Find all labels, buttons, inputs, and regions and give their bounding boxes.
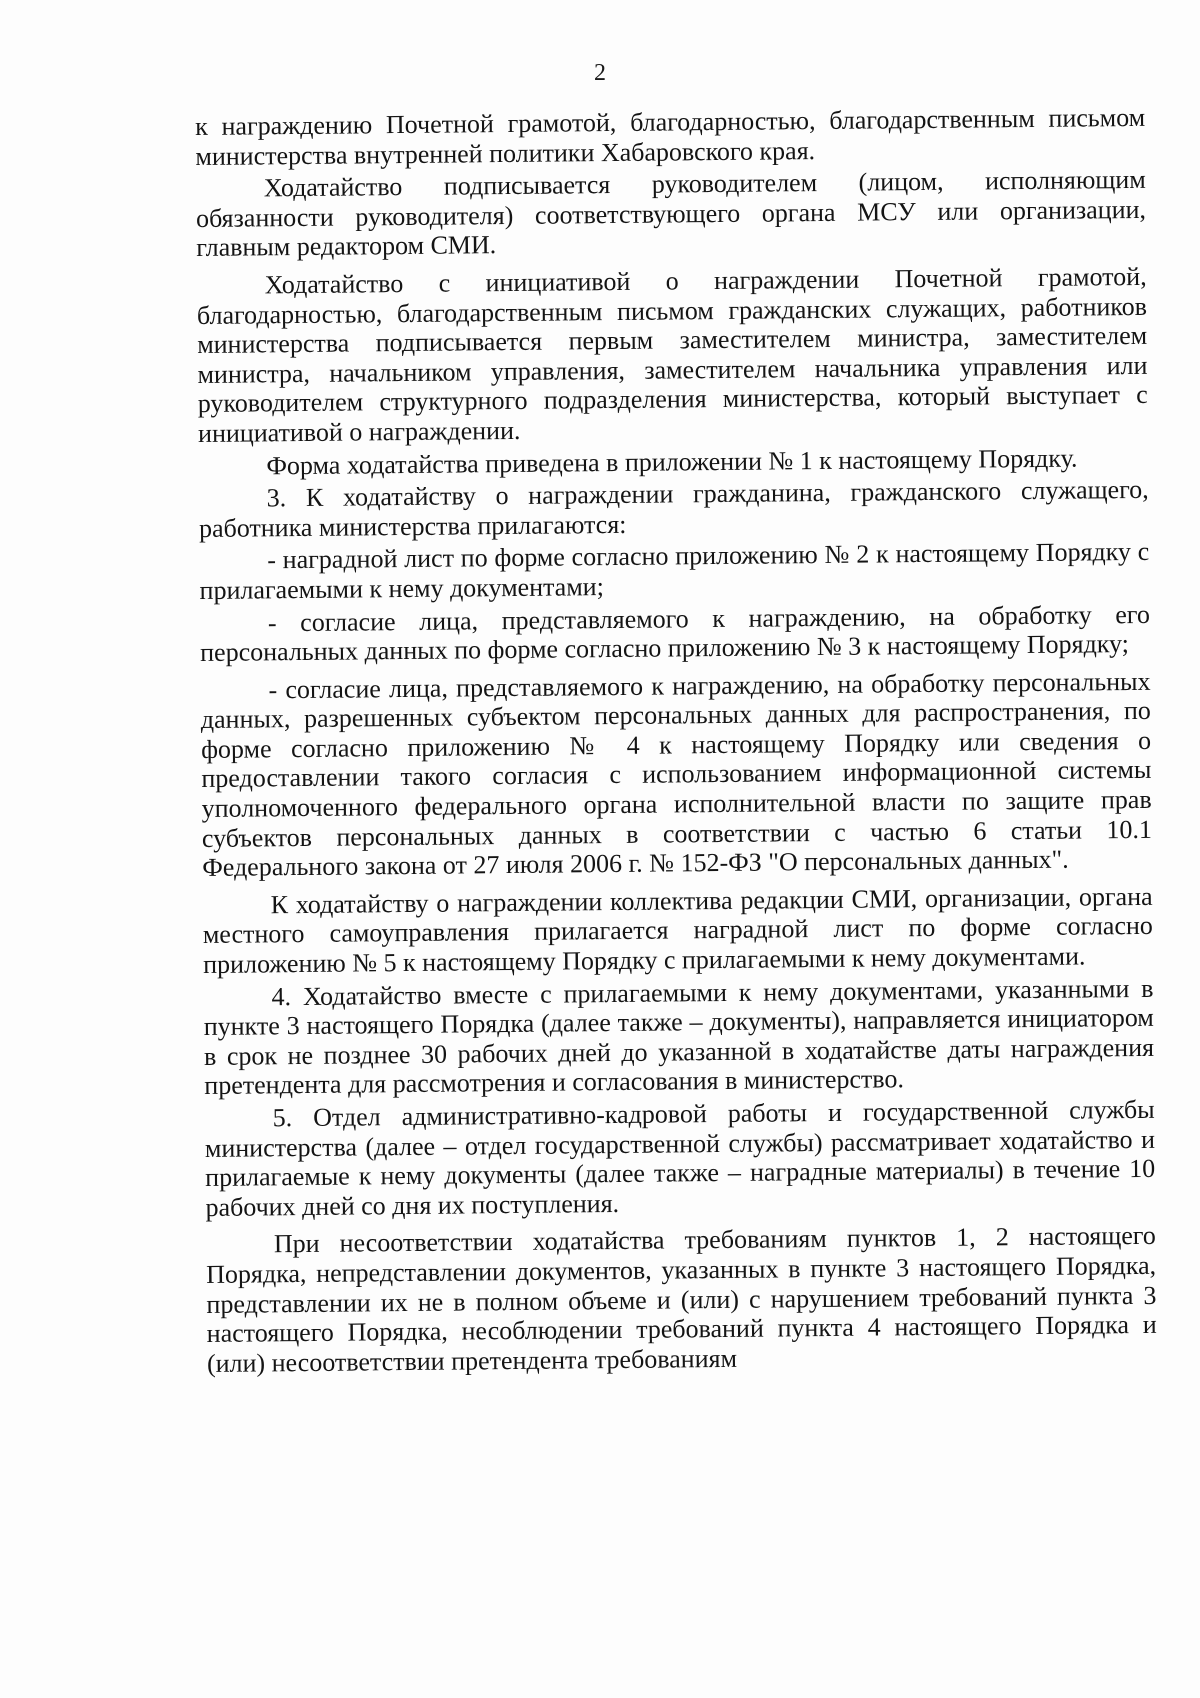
paragraph-continuation: к награждению Почетной грамотой, благодарностью, благодарственным письмом министерства внутренней политики Хабаровского края. [195,102,1146,171]
document-body [195,103,1157,1378]
paragraph-collective-award: К ходатайству о награждении коллектива редакции СМИ, организации, органа местного самоуправления прилагается наградной лист по форме согласно приложению № 5 к настоящему Порядку с прилагаемыми к нему документами. [202,881,1153,979]
page-number: 2 [594,60,606,86]
list-item-consent-processing: - согласие лица, представляемого к награждению, на обработку его персональных данных по форме согласно приложению № 3 к настоящему Порядку; [200,599,1151,668]
paragraph-item-5: 5. Отдел административно-кадровой работы и государственной службы министерства (далее – отдел государственной службы) рассматривает ходатайство и прилагаемые к нему документы (далее также – наградные материалы) в течение 10 рабочих дней со дня их поступления. [204,1094,1156,1222]
paragraph-noncompliance: При несоответствии ходатайства требованиям пунктов 1, 2 настоящего Порядка, непредставлении документов, указанных в пункте 3 настоящего Порядка, представлении их не в полном объеме и (или) с нарушением требований пункта 3 настоящего Порядка, несоблюдении требований пункта 4 настоящего Порядка и (или) несоответствии претендента требованиям [206,1221,1157,1378]
list-item-award-sheet: - наградной лист по форме согласно приложению № 2 к настоящему Порядку с прилагаемыми к нему документами; [199,537,1150,605]
paragraph-item-4: 4. Ходатайство вместе с прилагаемыми к нему документами, указанными в пункте 3 настоящего Порядка (далее также – документы), направляется инициатором в срок не позднее 30 рабочих дней до указанной в ходатайстве даты награждения претендента для рассмотрения и согласования в министерство. [203,973,1155,1101]
paragraph-petition-form: Форма ходатайства приведена в приложении № 1 к настоящему Порядку. [266,443,1078,480]
paragraph-ministry-initiative: Ходатайство с инициативой о награждении Почетной грамотой, благодарностью, благодарственным письмом гражданских служащих, работников министерства подписывается первым заместителем министра, заместителем министра, начальником управления, заместителем начальника управления или руководителем структурного подразделения министерства, который выступает с инициативой о награждении. [196,261,1148,448]
paragraph-item-3: 3. К ходатайству о награждении гражданина, гражданского служащего, работника министерства прилагаются: [198,474,1149,543]
list-item-consent-distribution: - согласие лица, представляемого к награждению, на обработку персональных данных, разрешенных субъектом персональных данных для распространения, по форме согласно приложению № 4 к настоящему Порядку или сведения о предоставлении такого согласия с использованием информационной системы уполномоченного федерального органа исполнительной власти по защите прав субъектов персональных данных в соответствии с частью 6 статьи 10.1 Федерального закона от 27 июля 2006 г. № 152-ФЗ "О персональных данных". [200,666,1153,883]
paragraph-petition-signing: Ходатайство подписывается руководителем (лицом, исполняющим обязанности руководителя) соответствующего органа МСУ или организации, главным редактором СМИ. [195,165,1147,263]
